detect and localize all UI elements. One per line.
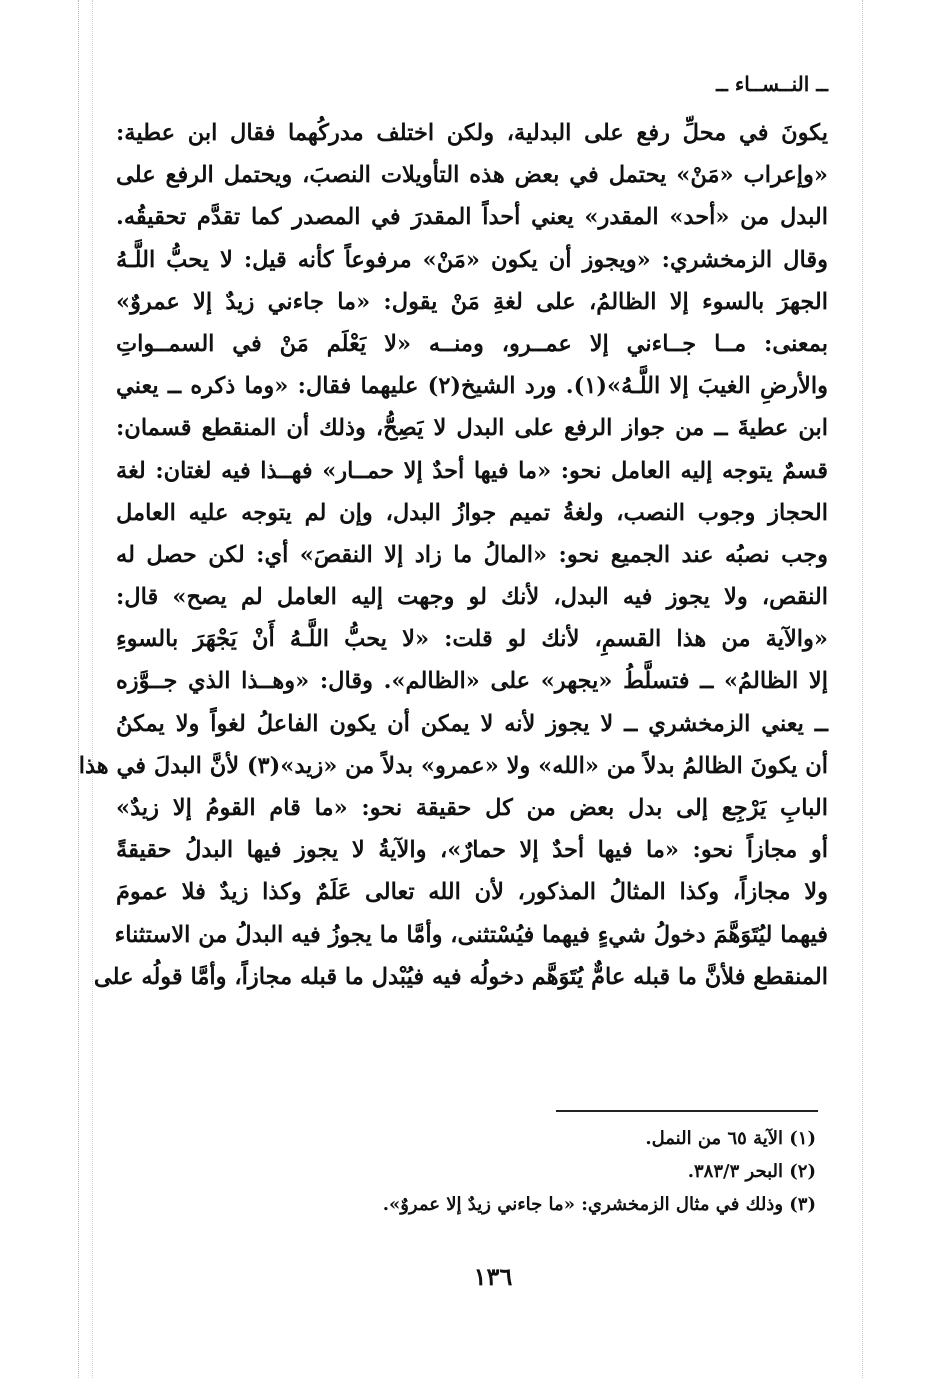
scan-edge-mark-right <box>862 0 863 1378</box>
scan-edge-mark-left-inner <box>92 0 93 1378</box>
body-text <box>78 112 828 998</box>
body-line: وجب نصبُه عند الجميع نحو: «المالُ ما زاد إلا النقصَ» أي: لكن حصل له <box>116 541 828 568</box>
body-line: البابِ يَرْجِع إلى بدل بعض من كل حقيقة نحو: «ما قام القومُ إلا زيدٌ» <box>116 795 828 821</box>
running-head: ــ النــســاء ــ <box>716 72 828 96</box>
body-line: المنقطع فلأنَّ ما قبله عامٌّ يُتَوَهَّم دخولُه فيه فيُبْدل ما قبله مجازاً، وأمَّا قولُه على <box>93 963 828 990</box>
footnote: (٢) البحر ٣٨٣/٣. <box>687 1161 816 1182</box>
body-line: بمعنى: مــا جــاءني إلا عمــرو، ومنــه «لا يَعْلَم مَنْ في السمــواتِ <box>116 330 828 357</box>
body-line: فيهما ليُتَوَهَّمَ دخولُ شيءٍ فيهما فيُسْتثنى، وأمَّا ما يجوزُ فيه البدلُ من الاستثناء <box>114 921 828 948</box>
scan-edge-mark-left <box>78 0 79 1378</box>
body-line: والأرضِ الغيبَ إلا اللَّـهُ»(١). ورد الشيخ(٢) عليهما فقال: «وما ذكره ــ يعني <box>116 373 828 400</box>
body-line: إلا الظالمُ» ــ فتسلَّطُ «يجهر» على «الظالم». وقال: «وهــذا الذي جــوَّزه <box>116 668 828 695</box>
footnotes <box>116 1122 816 1221</box>
body-line: أو مجازاً نحو: «ما فيها أحدٌ إلا حمارٌ»، والآيةُ لا يجوز فيها البدلُ حقيقةً <box>116 837 828 864</box>
footnote: (٣) وذلك في مثال الزمخشري: «ما جاءني زيدٌ إلا عمروٌ». <box>382 1194 816 1215</box>
body-line: ابن عطيةَ ــ من جواز الرفع على البدل لا يَصِحُّ، وذلك أن المنقطع قسمان: <box>116 415 828 442</box>
body-line: البدل من «أحد» المقدر» يعني أحداً المقدرَ في المصدر كما تقدَّم تحقيقُه. <box>116 204 828 231</box>
body-line: ــ يعني الزمخشري ــ لا يجوز لأنه لا يمكن أن يكون الفاعلُ لغواً ولا يمكنُ <box>116 710 828 737</box>
body-line: «وإعراب «مَنْ» يحتمل في بعض هذه التأويلات النصبَ، ويحتمل الرفع على <box>116 162 828 189</box>
body-line: «والآية من هذا القسمِ، لأنك لو قلت: «لا يحبُّ اللَّـهُ أَنْ يَجْهَرَ بالسوءِ <box>116 626 828 653</box>
body-line: الحجاز وجوب النصب، ولغةُ تميم جوازُ البدل، وإن لم يتوجه عليه العامل <box>116 499 828 526</box>
body-line: النقص، ولا يجوز فيه البدل، لأنك لو وجهت إليه العامل لم يصح» قال: <box>116 584 828 611</box>
body-line: الجهرَ بالسوء إلا الظالمُ، على لغةِ مَنْ يقول: «ما جاءني زيدٌ إلا عمروٌ» <box>116 288 828 315</box>
body-line: ولا مجازاً، وكذا المثالُ المذكور، لأن الله تعالى عَلَمٌ وكذا زيدٌ فلا عمومَ <box>116 879 828 906</box>
body-line: يكونَ في محلِّ رفع على البدلية، ولكن اختلف مدركُهما فقال ابن عطية: <box>116 120 828 146</box>
page-number: ١٣٦ <box>473 1262 513 1291</box>
body-line: أن يكونَ الظالمُ بدلاً من «الله» ولا «عمرو» بدلاً من «زيد»(٣) لأنَّ البدلَ في هذا <box>78 752 828 779</box>
body-line: قسمٌ يتوجه إليه العامل نحو: «ما فيها أحدٌ إلا حمــار» فهــذا فيه لغتان: لغة <box>116 457 828 484</box>
body-line: وقال الزمخشري: «ويجوز أن يكون «مَنْ» مرفوعاً كأنه قيل: لا يحبُّ اللَّـهُ <box>116 246 828 273</box>
footnote-separator <box>556 1110 818 1112</box>
footnote: (١) الآية ٦٥ من النمل. <box>645 1128 816 1149</box>
